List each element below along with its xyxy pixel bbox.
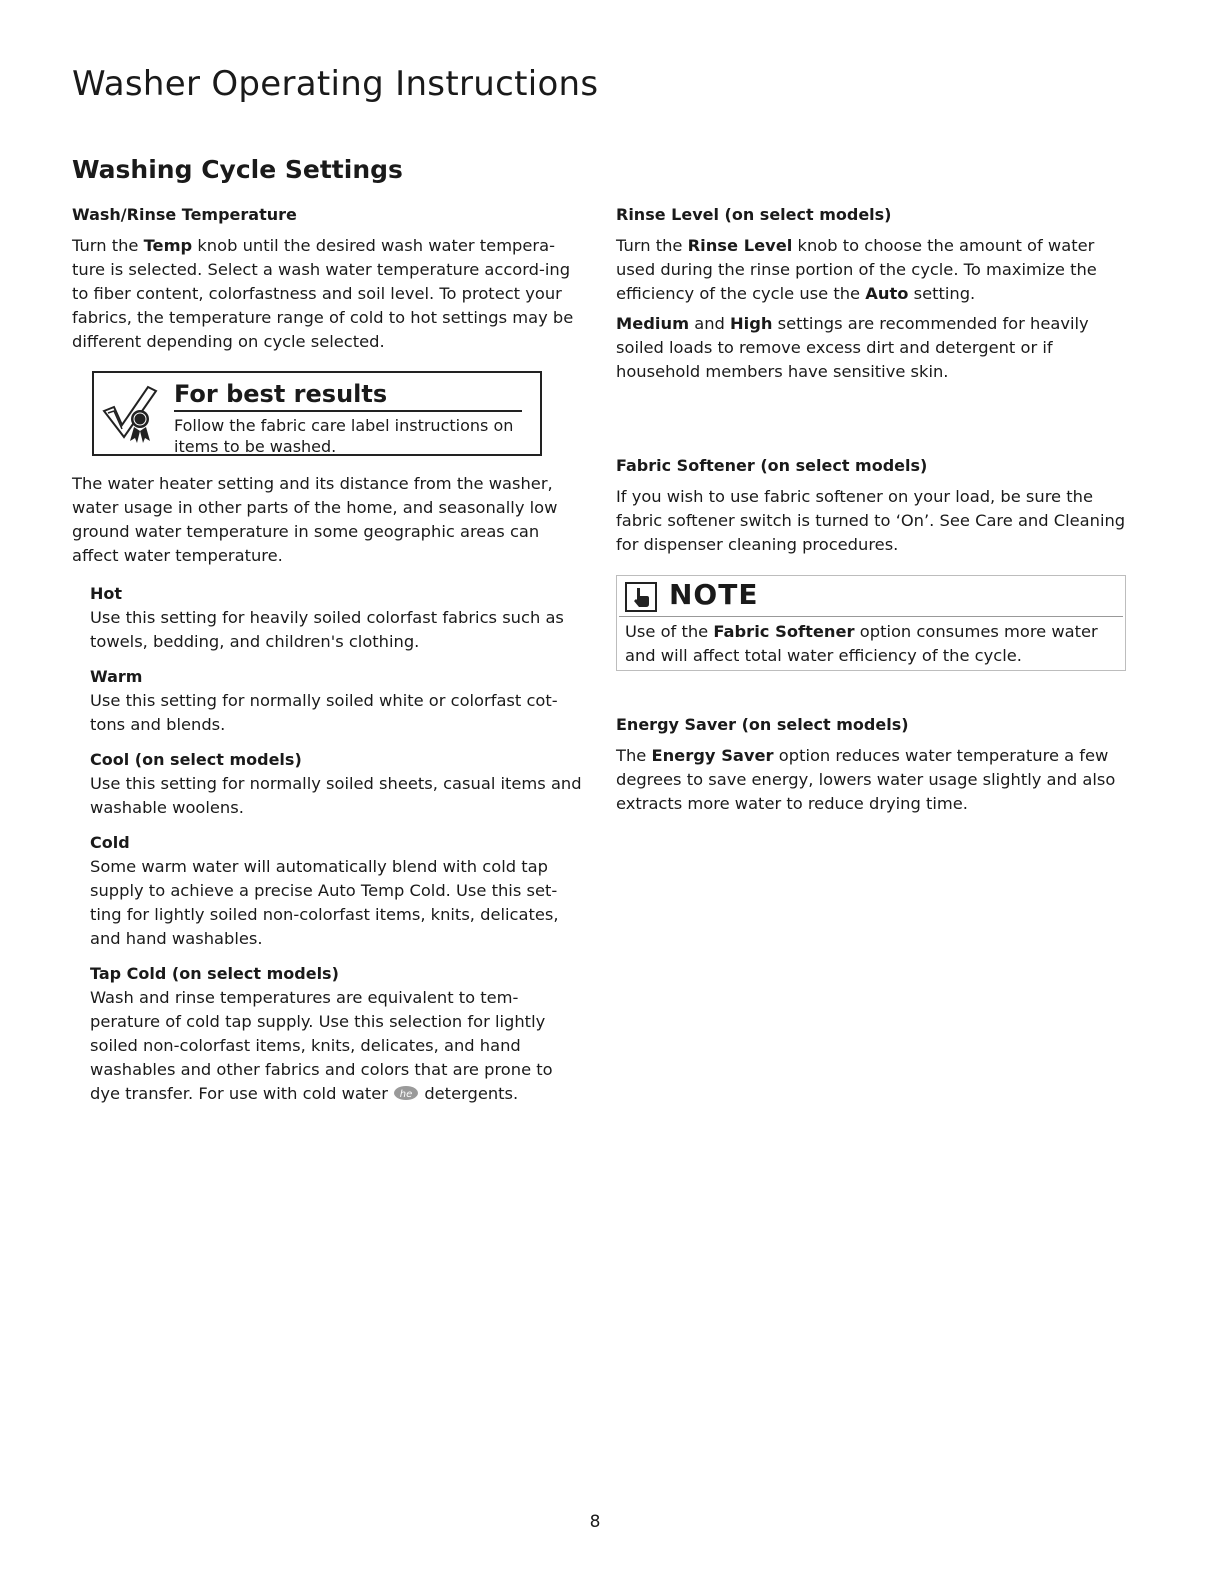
- best-results-text: Follow the fabric care label instructions on items to be washed.: [174, 416, 514, 456]
- svg-text:he: he: [399, 1089, 413, 1100]
- setting-text: Use this setting for normally soiled sheets, casual items and washable woolens.: [90, 774, 582, 817]
- heater-paragraph: The water heater setting and its distance from the washer, water usage in other parts of the home, and seasonally low ground water temperature in some geographic areas can affect water temperature.: [72, 474, 558, 565]
- setting-heading: Cold: [90, 833, 130, 852]
- setting-text: Use this setting for normally soiled white or colorfast cot-tons and blends.: [90, 691, 558, 734]
- setting-heading: Warm: [90, 667, 143, 686]
- note-box: [616, 575, 1126, 671]
- setting-hot: [90, 584, 587, 654]
- page-title: Washer Operating Instructions: [72, 64, 599, 104]
- fabric-softener-heading: Fabric Softener (on select models): [616, 456, 928, 475]
- setting-text: Use this setting for heavily soiled colorfast fabrics such as towels, bedding, and children's clothing.: [90, 608, 564, 651]
- temperature-settings: [90, 584, 587, 1106]
- rinse-level-heading: Rinse Level (on select models): [616, 205, 892, 224]
- checkmark-ribbon-icon: [100, 381, 162, 451]
- left-column: [72, 205, 587, 1106]
- best-results-title: For best results: [174, 379, 522, 412]
- setting-text: Some warm water will automatically blend with cold tap supply to achieve a precise Auto Temp Cold. Use this set-ting for lightly soiled non-colorfast items, knits, delicates, and hand washables.: [90, 857, 559, 948]
- energy-saver-paragraph: The Energy Saver option reduces water temperature a few degrees to save energy, lowers water usage slightly and also extracts more water to reduce drying time.: [616, 746, 1116, 813]
- wash-rinse-temp-heading: Wash/Rinse Temperature: [72, 205, 297, 224]
- he-logo-icon: [393, 1085, 419, 1101]
- setting-heading: Hot: [90, 584, 123, 603]
- page-number: 8: [589, 1512, 601, 1532]
- rinse-level-paragraph-2: Medium and High settings are recommended for heavily soiled loads to remove excess dirt and detergent or if household members have sensitive skin.: [616, 314, 1089, 381]
- note-divider: [619, 616, 1123, 617]
- rinse-level-paragraph: Turn the Rinse Level knob to choose the amount of water used during the rinse portion of the cycle. To maximize the efficiency of the cycle use the Auto setting.: [616, 236, 1097, 303]
- setting-heading: Cool (on select models): [90, 750, 302, 769]
- note-text: Use of the Fabric Softener option consumes more water and will affect total water efficiency of the cycle.: [625, 622, 1098, 665]
- wash-rinse-temp-paragraph: Turn the Temp knob until the desired wash water tempera-ture is selected. Select a wash water temperature accord-ing to fiber content, colorfastness and soil level. To protect your fabrics, the temperature range of cold to hot settings may be different depending on cycle selected.: [72, 236, 574, 351]
- setting-cool: [90, 750, 587, 820]
- setting-cold: [90, 833, 587, 951]
- best-results-box: [92, 371, 542, 456]
- pointing-hand-icon: [625, 582, 657, 612]
- energy-saver-heading: Energy Saver (on select models): [616, 715, 909, 734]
- fabric-softener-paragraph: If you wish to use fabric softener on your load, be sure the fabric softener switch is turned to ‘On’. See Care and Cleaning for dispenser cleaning procedures.: [616, 487, 1126, 554]
- setting-warm: [90, 667, 587, 737]
- setting-heading: Tap Cold (on select models): [90, 964, 339, 983]
- setting-tap-cold: [90, 964, 587, 1106]
- section-title: Washing Cycle Settings: [72, 155, 403, 184]
- setting-text: Wash and rinse temperatures are equivalent to tem-perature of cold tap supply. Use this selection for lightly soiled non-colorfast items, knits, delicates, and hand washables and other fabrics and colors that are prone to dye transfer. For use with cold water he detergents.: [90, 988, 553, 1103]
- right-column: [616, 205, 1128, 816]
- note-title: NOTE: [669, 578, 759, 611]
